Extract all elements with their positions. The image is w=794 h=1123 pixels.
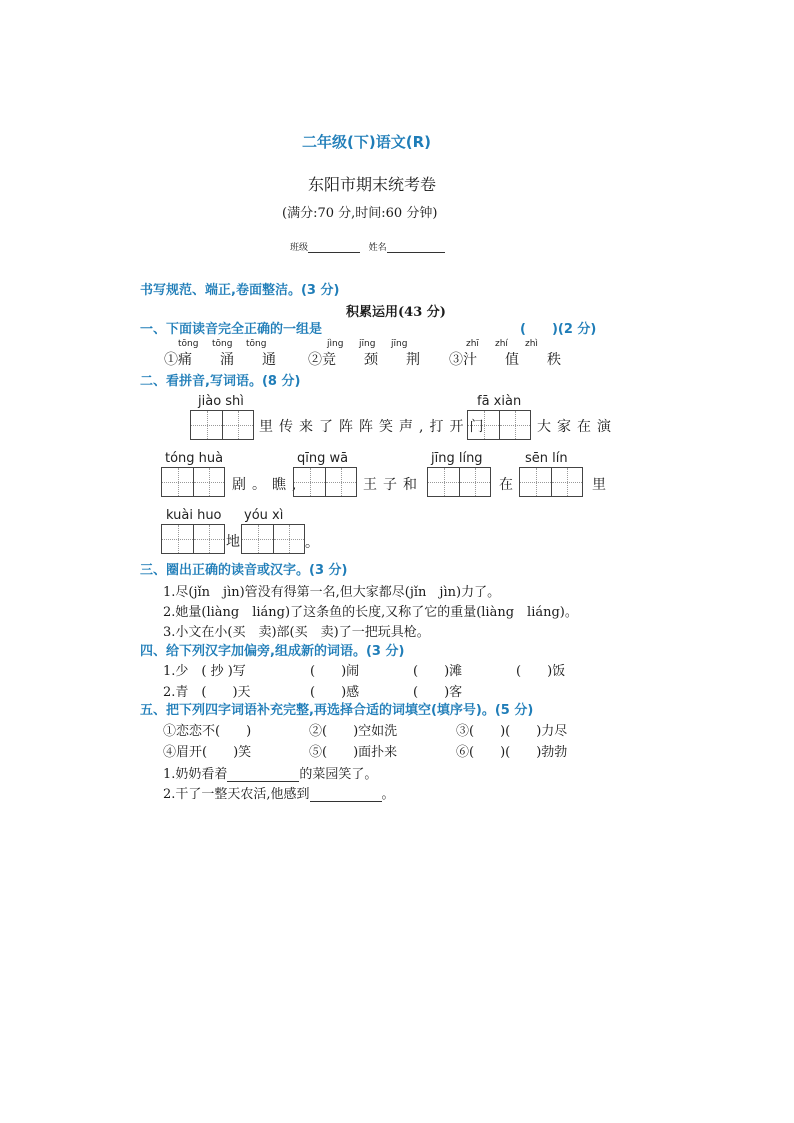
q1-opt3-py2: zhí	[495, 339, 508, 349]
q1-option-1[interactable]: ①痛 涌 通	[164, 352, 276, 368]
q3-title: 三、圈出正确的读音或汉字。(3 分)	[140, 563, 348, 578]
q2-answer-grid-1[interactable]	[190, 410, 254, 440]
q5-idiom-5[interactable]: ⑤( )面扑来	[309, 745, 398, 760]
q4-row2-item-2[interactable]: ( )感	[310, 685, 360, 700]
q2-answer-grid-6[interactable]	[519, 467, 583, 497]
q4-row2-item-3[interactable]: ( )客	[413, 685, 463, 700]
q5-idiom-2[interactable]: ②( )空如洗	[309, 724, 398, 739]
q2-answer-grid-7[interactable]	[161, 524, 225, 554]
exam-title: 东阳市期末统考卷	[308, 175, 437, 194]
q1-opt3-py1: zhī	[466, 339, 479, 349]
q1-opt2-py3: jīng	[391, 339, 408, 349]
q2-answer-grid-3[interactable]	[161, 467, 225, 497]
q5-s1-post: 的菜园笑了。	[299, 767, 378, 782]
q2-pinyin-7: kuài huo	[166, 508, 222, 523]
q5-s2-blank[interactable]	[310, 801, 382, 802]
q3-item-2: 2.她量(liàng liáng)了这条鱼的长度,又称了它的重量(liàng liáng)。	[163, 605, 578, 620]
student-info	[290, 240, 445, 253]
q2-text-8: 。	[305, 535, 319, 551]
q3-item-3: 3.小文在小(买 卖)部(买 卖)了一把玩具枪。	[163, 625, 430, 640]
q2-pinyin-5: jīng líng	[431, 451, 483, 466]
q5-s2-pre: 2.干了一整天农活,他感到	[163, 787, 310, 802]
q5-s1-pre: 1.奶奶看着	[163, 767, 228, 782]
q5-idiom-3[interactable]: ③( )( )力尽	[456, 724, 568, 739]
q2-pinyin-2: fā xiàn	[477, 394, 522, 409]
q2-text-7: 地	[226, 534, 240, 550]
q2-text-5: 在	[499, 477, 519, 493]
q2-title: 二、看拼音,写词语。(8 分)	[140, 374, 301, 389]
section-title: 积累运用(43 分)	[346, 305, 446, 320]
q4-title: 四、给下列汉字加偏旁,组成新的词语。(3 分)	[140, 644, 405, 659]
q4-row1-item-4[interactable]: ( )饭	[516, 664, 566, 679]
q2-text-6: 里	[592, 477, 612, 493]
subject-title: 二年级(下)语文(R)	[302, 133, 431, 151]
q5-sentence-2	[163, 783, 395, 802]
q5-idiom-4[interactable]: ④眉开( )笑	[163, 745, 252, 760]
q1-opt2-py1: jìng	[327, 339, 344, 349]
q1-option-2[interactable]: ②竞 颈 荆	[308, 352, 420, 368]
q2-answer-grid-8[interactable]	[241, 524, 305, 554]
q1-title: 一、下面读音完全正确的一组是	[140, 322, 323, 337]
q2-text-2: 大家在演	[537, 419, 617, 435]
q3-item-1: 1.尽(jǐn jìn)管没有得第一名,但大家都尽(jǐn jìn)力了。	[163, 585, 501, 600]
name-field[interactable]	[387, 252, 445, 253]
q5-idiom-6[interactable]: ⑥( )( )勃勃	[456, 745, 568, 760]
class-field[interactable]	[308, 252, 360, 253]
q1-opt3-py3: zhì	[525, 339, 538, 349]
q2-pinyin-4: qīng wā	[297, 451, 349, 466]
q5-s1-blank[interactable]	[227, 781, 299, 782]
exam-info: (满分:70 分,时间:60 分钟)	[282, 206, 438, 221]
q4-row1-item-2[interactable]: ( )闹	[310, 664, 360, 679]
q2-pinyin-8: yóu xì	[244, 508, 284, 523]
q5-idiom-1[interactable]: ①恋恋不( )	[163, 724, 252, 739]
q2-answer-grid-2[interactable]	[467, 410, 531, 440]
q2-pinyin-1: jiào shì	[198, 394, 244, 409]
name-label: 姓名	[368, 243, 387, 253]
handwriting-note: 书写规范、端正,卷面整洁。(3 分)	[140, 283, 340, 298]
q4-row1-item-1[interactable]: 1.少 ( 抄 )写	[163, 664, 246, 679]
q1-opt1-py2: tōng	[212, 339, 233, 349]
q2-answer-grid-4[interactable]	[293, 467, 357, 497]
q4-row1-item-3[interactable]: ( )滩	[413, 664, 463, 679]
q5-sentence-1	[163, 763, 377, 782]
q2-text-1: 里传来了阵阵笑声,打开门	[259, 419, 490, 435]
q5-s2-post: 。	[381, 787, 395, 802]
q2-text-3: 剧。瞧,	[232, 477, 303, 493]
q1-opt1-py1: tōng	[178, 339, 199, 349]
q2-pinyin-3: tóng huà	[165, 451, 224, 466]
q1-score: ( )(2 分)	[520, 322, 597, 337]
q1-opt2-py2: jīng	[359, 339, 376, 349]
class-label: 班级	[290, 243, 309, 253]
q2-pinyin-6: sēn lín	[525, 451, 568, 466]
q1-opt1-py3: tōng	[246, 339, 267, 349]
q2-answer-grid-5[interactable]	[427, 467, 491, 497]
q4-row2-item-1[interactable]: 2.青 ( )天	[163, 685, 251, 700]
q1-option-3[interactable]: ③汁 值 秩	[449, 352, 561, 368]
q2-text-4: 王子和	[363, 477, 423, 493]
q5-title: 五、把下列四字词语补充完整,再选择合适的词填空(填序号)。(5 分)	[140, 703, 534, 718]
